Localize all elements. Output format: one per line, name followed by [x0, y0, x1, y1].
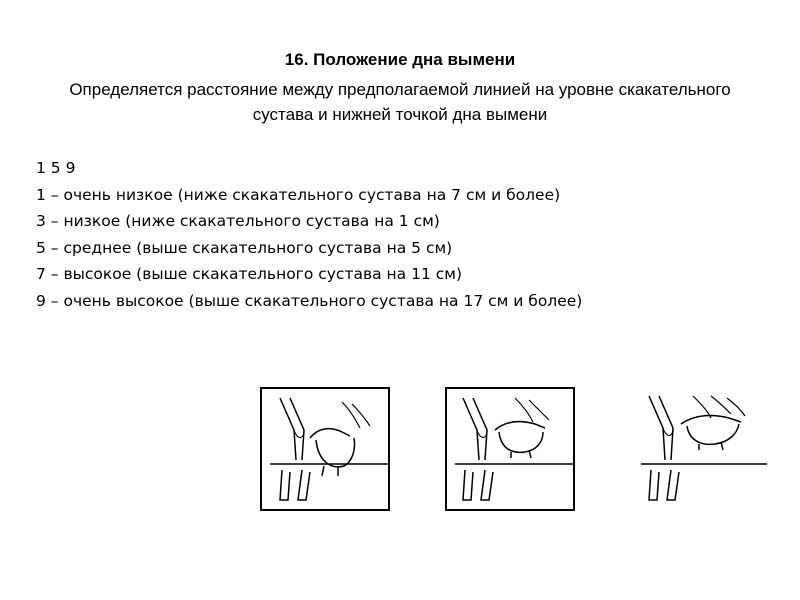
scale-level-9: 9 – очень высокое (выше скакательного сустава на 17 см и более) — [36, 291, 583, 310]
scale-level-3: 3 – низкое (ниже скакательного сустава на 1 см) — [36, 212, 440, 230]
slide-title: 16. Положение дна вымени — [284, 50, 516, 69]
udder-figures — [250, 380, 770, 515]
scale-level-5: 5 – среднее (выше скакательного сустава на 5 см) — [36, 238, 453, 257]
scoring-scale — [36, 155, 776, 314]
udder-illustration-score-1 — [260, 380, 395, 515]
udder-illustration-score-5 — [445, 380, 580, 515]
slide-subtitle: Определяется расстояние между предполагаемой линией на уровне скакательного сустава и нижней точкой дна вымени — [69, 80, 731, 124]
scale-level-1: 1 – очень низкое (ниже скакательного сустава на 7 см и более) — [36, 185, 561, 204]
udder-illustration-score-9 — [635, 380, 770, 515]
scale-header: 1 5 9 — [36, 159, 76, 177]
scale-level-7: 7 – высокое (выше скакательного сустава на 11 см) — [36, 265, 463, 283]
